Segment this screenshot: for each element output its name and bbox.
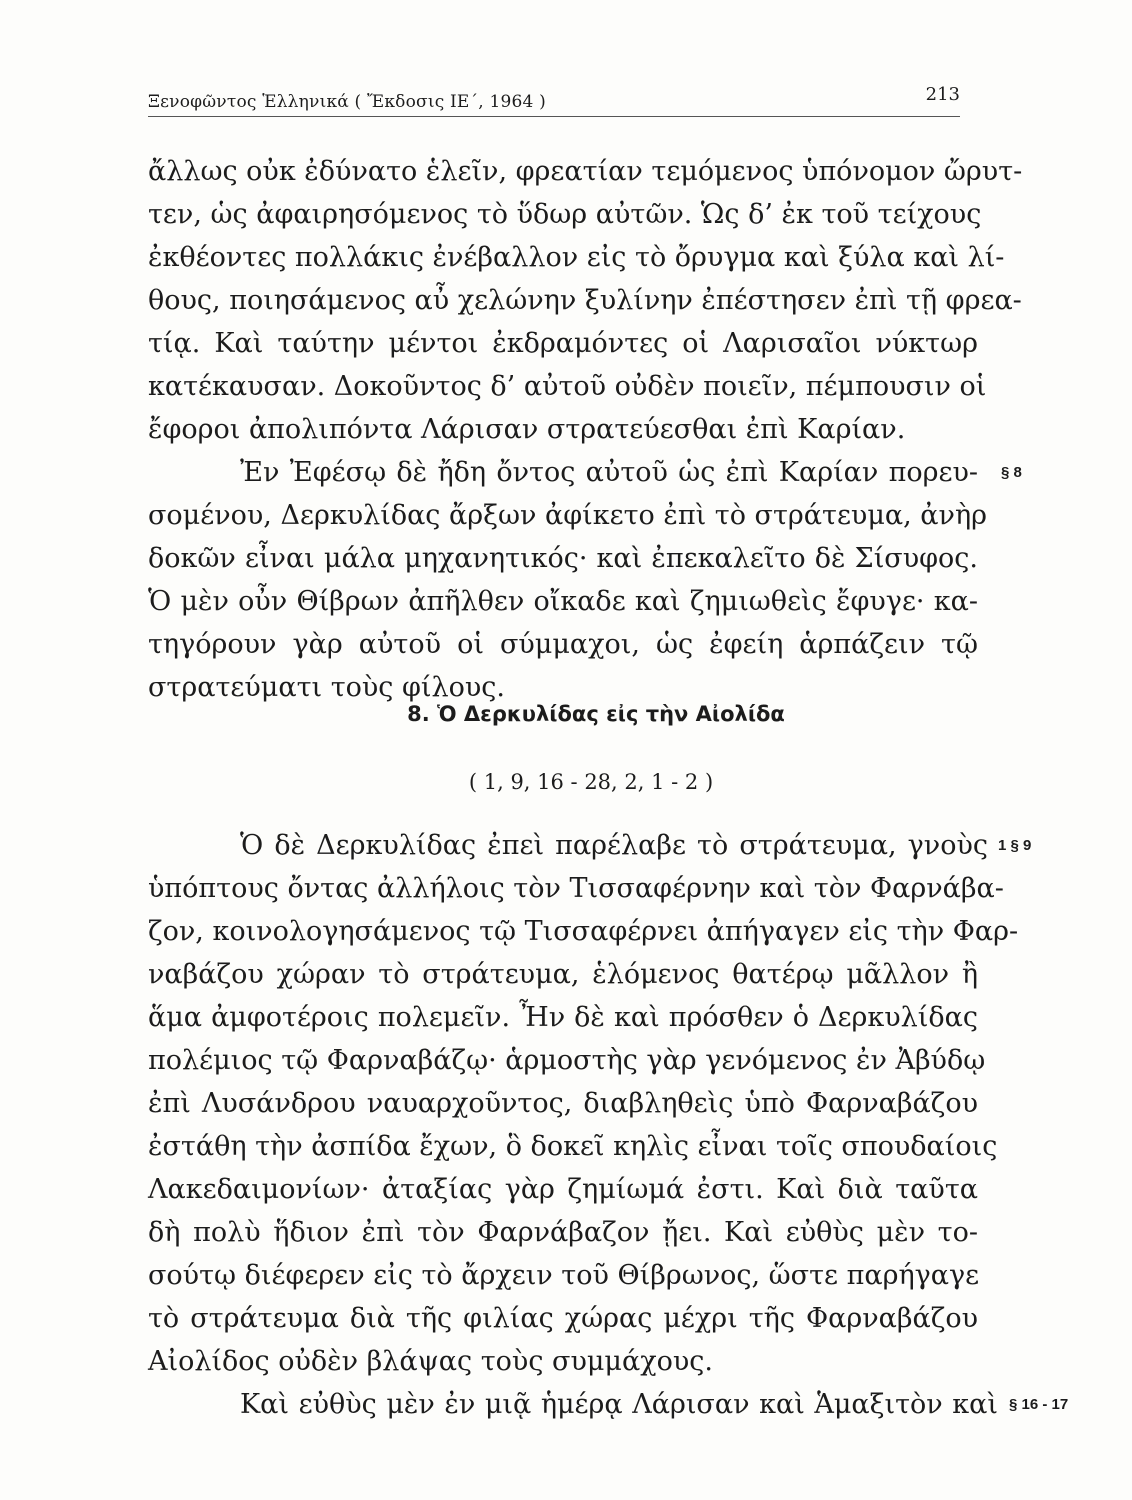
text-line: σούτῳ διέφερεν εἰς τὸ ἄρχειν τοῦ Θίβρωνος, ὥστε παρήγαγε [148, 1260, 980, 1291]
section-range: ( 1, 9, 16 - 28, 2, 1 - 2 ) [468, 770, 714, 794]
margin-note-section-8: § 8 [1001, 464, 1022, 481]
text-line: Λακεδαιμονίων· ἀταξίας γὰρ ζημίωμά ἐστι. Καὶ διὰ ταῦτα [148, 1174, 978, 1205]
running-title: Ξενοφῶντος Ἑλληνικά ( Ἔκδοσις ΙΕ΄, 1964 ) [148, 92, 546, 112]
text-line: δοκῶν εἶναι μάλα μηχανητικός· καὶ ἐπεκαλεῖτο δὲ Σίσυφος. [148, 543, 978, 574]
header-rule [148, 116, 960, 117]
text-line: θους, ποιησάμενος αὖ χελώνην ξυλίνην ἐπέστησεν ἐπὶ τῇ φρεα- [148, 285, 1022, 316]
text-line: στρατεύματι τοὺς φίλους. [148, 672, 505, 703]
margin-note-section-16-17: § 16 - 17 [1009, 1396, 1069, 1413]
text-line: ἐκθέοντες πολλάκις ἐνέβαλλον εἰς τὸ ὄρυγμα καὶ ξύλα καὶ λί- [148, 242, 1005, 273]
text-line: Καὶ εὐθὺς μὲν ἐν μιᾷ ἡμέρᾳ Λάρισαν καὶ Ἁμαξιτὸν καὶ [240, 1389, 998, 1420]
text-line: κατέκαυσαν. Δοκοῦντος δ’ αὐτοῦ οὐδὲν ποιεῖν, πέμπουσιν οἱ [148, 371, 987, 402]
text-line: ὑπόπτους ὄντας ἀλλήλοις τὸν Τισσαφέρνην καὶ τὸν Φαρνάβα- [148, 873, 1004, 904]
text-line: ζον, κοινολογησάμενος τῷ Τισσαφέρνει ἀπήγαγεν εἰς τὴν Φαρ- [148, 916, 1019, 947]
text-line: ἄλλως οὐκ ἐδύνατο ἑλεῖν, φρεατίαν τεμόμενος ὑπόνομον ὤρυτ- [148, 156, 1023, 187]
text-line: Ὁ δὲ Δερκυλίδας ἐπεὶ παρέλαβε τὸ στράτευμα, γνοὺς [240, 830, 988, 861]
text-line: ἐστάθη τὴν ἀσπίδα ἔχων, ὃ δοκεῖ κηλὶς εἶναι τοῖς σπουδαίοις [148, 1131, 998, 1162]
page-number: 213 [925, 84, 960, 105]
section-heading: 8. Ὁ Δερκυλίδας εἰς τὴν Αἰολίδα [407, 702, 785, 726]
text-line: Αἰολίδος οὐδὲν βλάψας τοὺς συμμάχους. [148, 1346, 713, 1377]
text-line: ἅμα ἀμφοτέροις πολεμεῖν. Ἦν δὲ καὶ πρόσθεν ὁ Δερκυλίδας [148, 1002, 978, 1033]
text-line: σομένου, Δερκυλίδας ἄρξων ἀφίκετο ἐπὶ τὸ στράτευμα, ἀνὴρ [148, 500, 987, 531]
text-line: τεν, ὡς ἀφαιρησόμενος τὸ ὕδωρ αὐτῶν. Ὡς δ’ ἐκ τοῦ τείχους [148, 199, 982, 230]
text-line: ναβάζου χώραν τὸ στράτευμα, ἑλόμενος θατέρῳ μᾶλλον ἢ [148, 959, 978, 990]
text-line: τὸ στράτευμα διὰ τῆς φιλίας χώρας μέχρι τῆς Φαρναβάζου [148, 1303, 978, 1334]
text-line: Ἐν Ἐφέσῳ δὲ ἤδη ὄντος αὐτοῦ ὡς ἐπὶ Καρίαν πορευ- [240, 457, 978, 488]
text-line: τηγόρουν γὰρ αὐτοῦ οἱ σύμμαχοι, ὡς ἐφείη ἁρπάζειν τῷ [148, 629, 978, 660]
text-line: ἔφοροι ἀπολιπόντα Λάρισαν στρατεύεσθαι ἐπὶ Καρίαν. [148, 414, 906, 445]
text-line: πολέμιος τῷ Φαρναβάζῳ· ἁρμοστὴς γὰρ γενόμενος ἐν Ἀβύδῳ [148, 1045, 986, 1076]
text-line: τίᾳ. Καὶ ταύτην μέντοι ἐκδραμόντες οἱ Λαρισαῖοι νύκτωρ [148, 328, 978, 359]
margin-note-1-section-9: 1 § 9 [998, 837, 1032, 854]
text-line: δὴ πολὺ ἥδιον ἐπὶ τὸν Φαρνάβαζον ᾔει. Καὶ εὐθὺς μὲν το- [148, 1217, 978, 1248]
text-line: Ὁ μὲν οὖν Θίβρων ἀπῆλθεν οἴκαδε καὶ ζημιωθεὶς ἔφυγε· κα- [148, 586, 978, 617]
text-line: ἐπὶ Λυσάνδρου ναυαρχοῦντος, διαβληθεὶς ὑπὸ Φαρναβάζου [148, 1088, 978, 1119]
running-header [148, 78, 960, 120]
